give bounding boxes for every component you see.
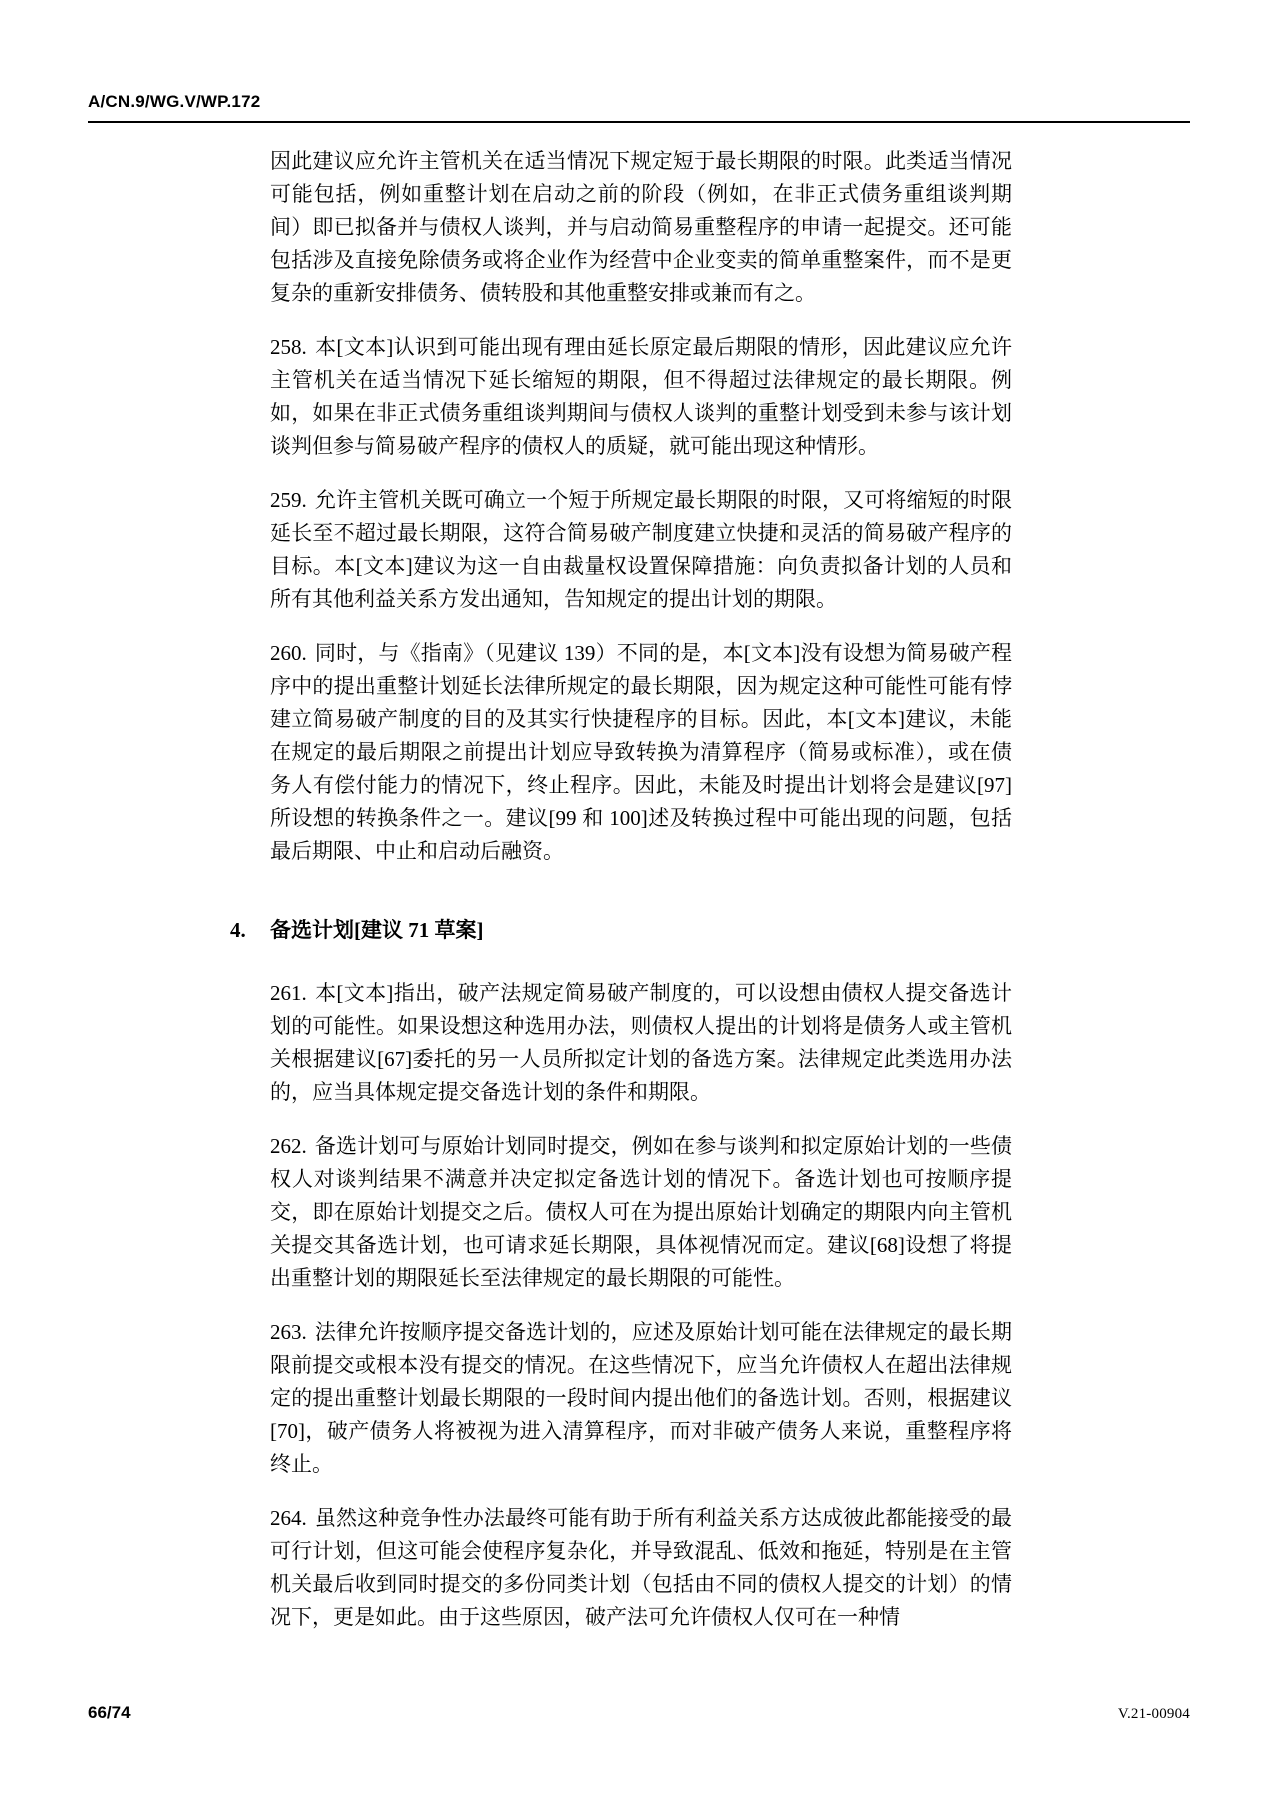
paragraph-261 (270, 977, 1012, 1109)
paragraph-number: 261. (270, 981, 307, 1005)
paragraph-number: 262. (270, 1134, 307, 1158)
paragraph-text: 虽然这种竞争性办法最终可能有助于所有利益关系方达成彼此都能接受的最可行计划，但这可能会使程序复杂化，并导致混乱、低效和拖延，特别是在主管机关最后收到同时提交的多份同类计划（包括由不同的债权人提交的计划）的情况下，更是如此。由于这些原因，破产法可允许债权人仅可在一种情 (270, 1506, 1012, 1629)
document-body (230, 145, 1012, 1634)
page-footer (88, 1703, 1190, 1723)
section-number: 4. (230, 918, 246, 942)
paragraph-number: 264. (270, 1506, 307, 1530)
header-rule (88, 121, 1190, 123)
page-header (88, 92, 1190, 123)
paragraph-262 (270, 1130, 1012, 1295)
paragraph-text: 法律允许按顺序提交备选计划的，应述及原始计划可能在法律规定的最长期限前提交或根本没有提交的情况。在这些情况下，应当允许债权人在超出法律规定的提出重整计划最长期限的一段时间内提出他们的备选计划。否则，根据建议[70]，破产债务人将被视为进入清算程序，而对非破产债务人来说，重整程序将终止。 (270, 1320, 1012, 1476)
paragraph-258 (270, 331, 1012, 463)
document-symbol: A/CN.9/WG.V/WP.172 (88, 92, 261, 111)
paragraph-text: 允许主管机关既可确立一个短于所规定最长期限的时限，又可将缩短的时限延长至不超过最长期限，这符合简易破产制度建立快捷和灵活的简易破产程序的目标。本[文本]建议为这一自由裁量权设置保障措施：向负责拟备计划的人员和所有其他利益关系方发出通知，告知规定的提出计划的期限。 (270, 488, 1012, 611)
section-title: 备选计划[建议 71 草案] (270, 918, 484, 942)
paragraph-number: 260. (270, 641, 307, 665)
paragraph-264 (270, 1502, 1012, 1634)
paragraph-number: 258. (270, 335, 307, 359)
paragraph-continuation (270, 145, 1012, 310)
paragraph-text: 本[文本]指出，破产法规定简易破产制度的，可以设想由债权人提交备选计划的可能性。如果设想这种选用办法，则债权人提出的计划将是债务人或主管机关根据建议[67]委托的另一人员所拟定计划的备选方案。法律规定此类选用办法的，应当具体规定提交备选计划的条件和期限。 (270, 981, 1012, 1104)
paragraph-number: 263. (270, 1320, 307, 1344)
paragraph-text: 备选计划可与原始计划同时提交，例如在参与谈判和拟定原始计划的一些债权人对谈判结果不满意并决定拟定备选计划的情况下。备选计划也可按顺序提交，即在原始计划提交之后。债权人可在为提出原始计划确定的期限内向主管机关提交其备选计划，也可请求延长期限，具体视情况而定。建议[68]设想了将提出重整计划的期限延长至法律规定的最长期限的可能性。 (270, 1134, 1012, 1290)
paragraph-text: 本[文本]认识到可能出现有理由延长原定最后期限的情形，因此建议应允许主管机关在适当情况下延长缩短的期限，但不得超过法律规定的最长期限。例如，如果在非正式债务重组谈判期间与债权人谈判的重整计划受到未参与该计划谈判但参与简易破产程序的债权人的质疑，就可能出现这种情形。 (270, 335, 1012, 458)
page-number: 66/74 (88, 1703, 131, 1722)
paragraph-260 (270, 637, 1012, 868)
paragraph-259 (270, 484, 1012, 616)
paragraph-text: 同时，与《指南》（见建议 139）不同的是，本[文本]没有设想为简易破产程序中的提出重整计划延长法律所规定的最长期限，因为规定这种可能性可能有悖建立简易破产制度的目的及其实行快捷程序的目标。因此，本[文本]建议，未能在规定的最后期限之前提出计划应导致转换为清算程序（简易或标准），或在债务人有偿付能力的情况下，终止程序。因此，未能及时提出计划将会是建议[97]所设想的转换条件之一。建议[99 和 100]述及转换过程中可能出现的问题，包括最后期限、中止和启动后融资。 (270, 641, 1012, 863)
document-code: V.21-00904 (1117, 1706, 1190, 1722)
section-heading (230, 914, 1012, 947)
paragraph-number: 259. (270, 488, 307, 512)
paragraph-text: 因此建议应允许主管机关在适当情况下规定短于最长期限的时限。此类适当情况可能包括，例如重整计划在启动之前的阶段（例如，在非正式债务重组谈判期间）即已拟备并与债权人谈判，并与启动简易重整程序的申请一起提交。还可能包括涉及直接免除债务或将企业作为经营中企业变卖的简单重整案件，而不是更复杂的重新安排债务、债转股和其他重整安排或兼而有之。 (270, 149, 1012, 305)
paragraph-263 (270, 1316, 1012, 1481)
